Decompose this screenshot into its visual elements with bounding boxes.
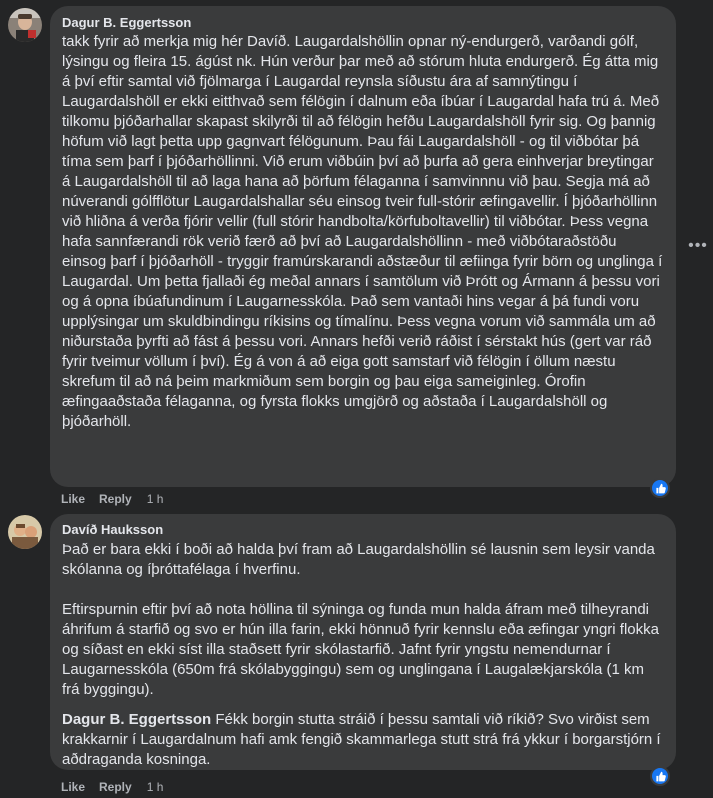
comment-bubble-david — [50, 514, 676, 770]
comment-time[interactable]: 1 h — [146, 492, 164, 506]
comment-text — [62, 540, 664, 770]
reply-button[interactable]: Reply — [99, 492, 132, 506]
avatar-dagur[interactable] — [8, 8, 42, 42]
like-reaction-icon[interactable] — [650, 766, 670, 786]
comment-actions — [61, 780, 163, 794]
reply-button[interactable]: Reply — [99, 780, 132, 794]
comment-time[interactable]: 1 h — [146, 780, 164, 794]
more-options-icon[interactable]: ••• — [688, 237, 708, 254]
comment-bubble-dagur — [50, 6, 676, 487]
comment-author[interactable]: Dagur B. Eggertsson — [62, 15, 192, 30]
like-button[interactable]: Like — [61, 780, 86, 794]
mention-link[interactable]: Dagur B. Eggertsson — [62, 711, 212, 728]
avatar-david[interactable] — [8, 515, 42, 549]
comment-paragraph — [62, 710, 664, 770]
comment-author[interactable]: Davíð Hauksson — [62, 522, 164, 537]
like-reaction-icon[interactable] — [650, 478, 670, 498]
comment-text: takk fyrir að merkja mig hér Davíð. Laugardalshöllin opnar ný-endurgerð, varðandi gólf, lýsingu og fleira 15. ágúst nk. Hún verður þar með að stórum hluta endurgerð. Ég átta mig á því eftir samtal við fjölmarga í Laugardal reynsla síðustu ára af samnýtingu í Laugardalshöll er ekki eitthvað sem félögin í dalnum eða íbúar í Laugardal hafa trú á. Með tilkomu þjóðarhallar skapast skilyrði til að félögin hefðu Laugardalshöll fyrir sig. Og þannig höfum við lagt þetta upp gagnvart félögunum. Þau fái Laugardalshöll - og til viðbótar þá tíma sem þarf í þjóðarhöllinni. Við erum viðbúin því að þurfa að gera einhverjar breytingar á Laugardalshöll til að laga hana að þörfum félaganna í samvinnnu við þau. Segja má að núverandi gólfflötur Laugardalshallar séu einsog tveir full-stórir æfingavellir. Í þjóðarhöllinn við hliðna á verða fjórir vellir (full stórir handbolta/körfuboltavellir) til viðbótar. Þess vegna hafa sannfærandi rök verið færð að því að Laugardalshöllinn - með viðbótaraðstöðu einsog þarf í þjóðarhöll - tryggir framúrskarandi aðstæður til æfiinga fyrir börn og unglinga í Laugardal. Um þetta fjallaði ég meðal annars í samtölum við Þrótt og Ármann á þessu vori og á opna íbúafundinum í Laugarnesskóla. Það sem vantaði hins vegar á þá fundi voru upplýsingar um skuldbindingu ríkisins og tímalínu. Þess vegna vorum við sammála um að niðurstaða þyrfti að fást á þessu vori. Annars hefði verið ráðist í sérstakt hús (gert var ráð fyrir tveimur völlum í því). Ég á von á að eiga gott samstarf við félögin í öllum næstu skrefum til að ná þeim markmiðum sem borgin og þau eiga sameiginleg. Órofin æfingaaðstaða félaganna, og fyrsta flokks umgjörð og aðstaða í Laugardalshöll og þjóðarhöll. — [62, 33, 663, 430]
comment-actions — [61, 492, 163, 506]
comment-paragraph: Það er bara ekki í boði að halda því fram að Laugardalshöllin sé lausnin sem leysir vanda skólanna og íþróttafélaga í hverfinu. — [62, 541, 655, 578]
comment-paragraph: Eftirspurnin eftir því að nota höllina til sýninga og funda mun halda áfram með tilheyrandi áhrifum á starfið og svo er hún illa farin, ekki hönnuð fyrir kennslu eða æfingar yngri flokka og síðast en ekki síst illa staðsett fyrir skólastarfið. Jafnt fyrir yngstu nemendurnar í Laugarnesskóla (650m frá skólabyggingu) sem og unglingana í Laugalækjarskóla (1 km frá byggingu). — [62, 601, 659, 698]
like-button[interactable]: Like — [61, 492, 86, 506]
mention-text: Fékk borgin stutta stráið í þessu samtali við ríkið? Svo virðist sem krakkarnir í Laugardalnum hafi amk fengið skammarlega stutt strá frá ykkur í borgarstjórn í aðdraganda kosninga. — [62, 711, 661, 768]
